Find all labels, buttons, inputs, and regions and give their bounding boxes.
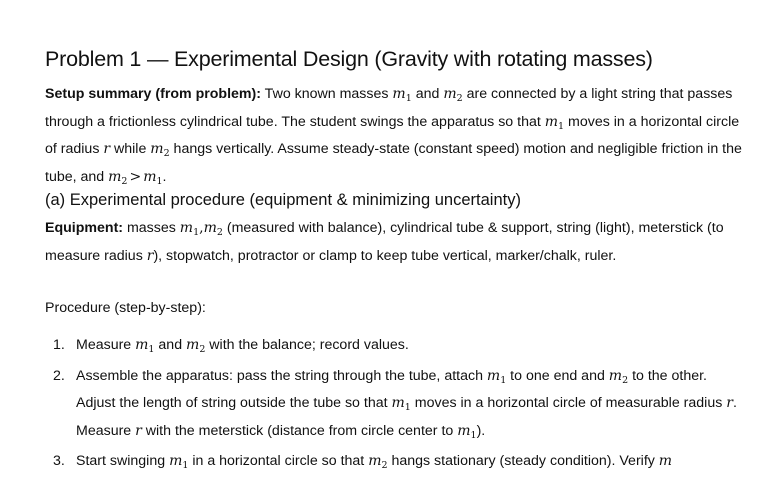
math-r: r xyxy=(726,395,733,411)
math-m1: $m_1$ xyxy=(169,453,189,471)
setup-label: Setup summary (from problem): xyxy=(45,86,261,102)
math-m2: $m_2$ xyxy=(443,86,463,104)
step-text: hangs stationary (steady condition). Verify xyxy=(387,453,659,469)
procedure-step xyxy=(45,365,745,448)
setup-text: moves in a horizontal circle of radius xyxy=(45,113,740,157)
math-inequality: $m_2 > m_1$ xyxy=(108,168,163,187)
math-m: m xyxy=(658,453,673,469)
step-text: Start swinging xyxy=(76,453,170,469)
math-m1: $m_1$ xyxy=(544,113,565,132)
equipment-text: masses xyxy=(123,220,180,236)
setup-text: while xyxy=(110,141,151,157)
step-number: 2. xyxy=(53,367,65,384)
setup-text: and xyxy=(411,86,444,102)
math-m1: $m_1$ xyxy=(391,395,411,413)
step-text: Assemble the apparatus: pass the string through the tube, attach xyxy=(76,367,487,384)
page-title: Problem 1 — Experimental Design (Gravity with rotating masses) xyxy=(45,47,653,71)
setup-text: hangs vertically. Assume steady-state (constant speed) motion and negligible friction in the tube, and xyxy=(45,141,742,185)
step-text: to the other. Adjust the length of string outside the tube so that xyxy=(76,367,708,411)
step-text: with the meterstick (distance from circle center to xyxy=(141,422,458,439)
step-text: moves in a horizontal circle of measurable radius xyxy=(410,395,727,411)
setup-text: Two known masses xyxy=(261,86,393,102)
math-m1: $m_1$ xyxy=(457,422,477,441)
math-m1: $m_1$ xyxy=(486,367,507,386)
math-r: r xyxy=(146,247,154,264)
equipment-label: Equipment: xyxy=(45,220,124,236)
math-m1: $m_1$ xyxy=(135,337,155,355)
math-m2: $m_2$ xyxy=(150,141,170,159)
equipment-text: (measured with balance), cylindrical tube & support, string (light), meterstick (to measure radius xyxy=(45,220,724,264)
math-m2: $m_2$ xyxy=(608,367,629,386)
step-text: in a horizontal circle so that xyxy=(188,453,369,469)
step-text: and xyxy=(154,337,187,353)
equipment-text: ), stopwatch, protractor or clamp to keep tube vertical, marker/chalk, ruler. xyxy=(153,247,617,264)
math-m2: $m_2$ xyxy=(368,453,388,471)
math-m1-m2: $m_1,m_2$ xyxy=(179,220,223,238)
step-number: 3. xyxy=(53,453,65,469)
procedure-step xyxy=(45,334,745,362)
math-m1: $m_1$ xyxy=(392,86,412,104)
setup-summary xyxy=(45,83,745,193)
step-text: ). xyxy=(476,422,486,439)
setup-text: . xyxy=(162,168,167,185)
procedure-steps xyxy=(45,334,745,481)
equipment-paragraph xyxy=(45,217,745,267)
setup-text: are connected by a light string that passes through a frictionless cylindrical tube. The student swings the apparatus so that xyxy=(45,86,733,130)
procedure-label: Procedure (step-by-step): xyxy=(45,300,206,316)
step-text: . Measure xyxy=(76,395,737,439)
math-m2: $m_2$ xyxy=(186,337,206,355)
step-text: to one end and xyxy=(506,367,609,384)
math-r: r xyxy=(103,141,111,157)
step-text: Measure xyxy=(76,337,136,353)
step-number: 1. xyxy=(53,337,65,353)
procedure-step xyxy=(45,450,745,478)
step-text: with the balance; record values. xyxy=(205,337,409,353)
section-heading-a: (a) Experimental procedure (equipment & minimizing uncertainty) xyxy=(45,191,521,209)
math-r: r xyxy=(135,422,142,439)
